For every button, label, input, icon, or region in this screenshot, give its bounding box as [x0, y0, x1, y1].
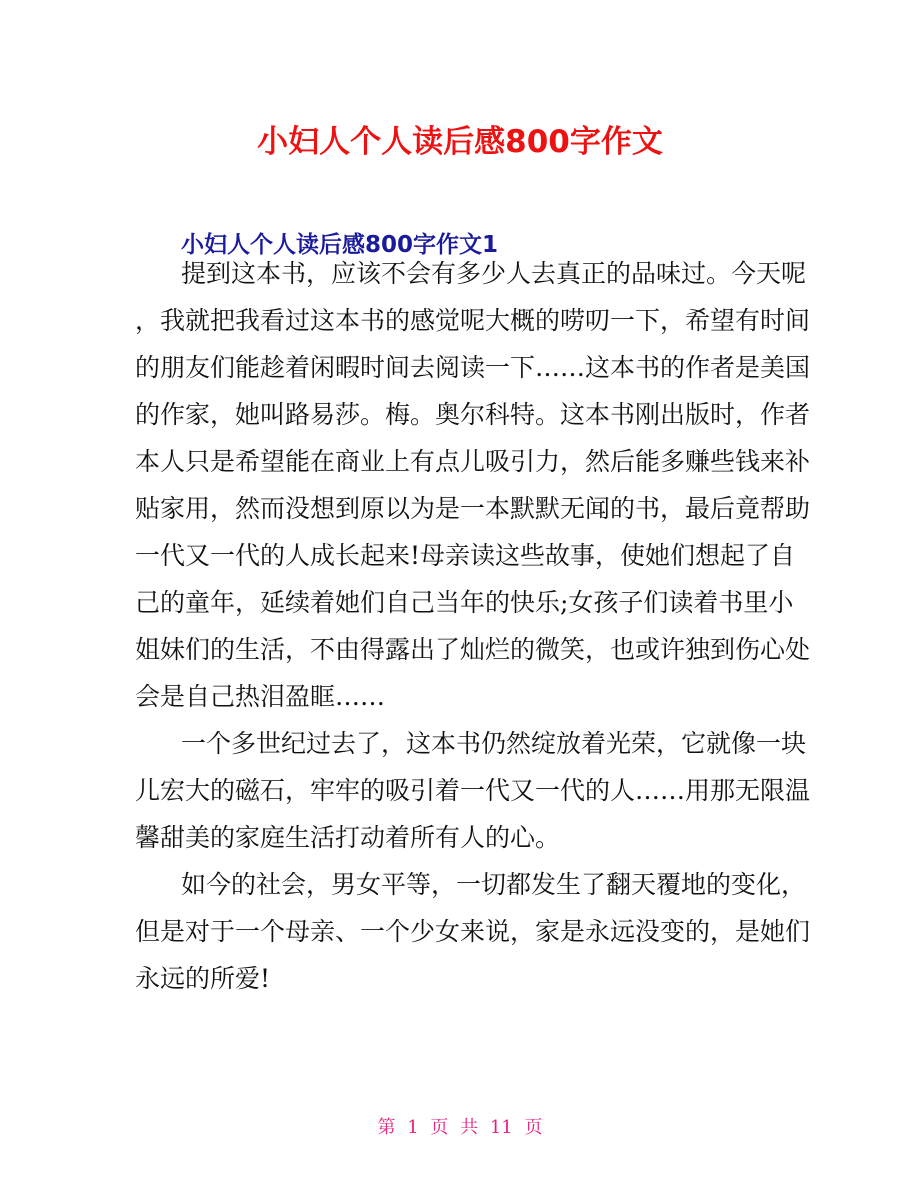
text-line: 如今的社会，男女平等，一切都发生了翻天覆地的变化， [181, 870, 807, 899]
text-line: 馨甜美的家庭生活打动着所有人的心。 [135, 823, 561, 852]
text-line: 贴家用，然而没想到原以为是一本默默无闻的书，最后竟帮助 [135, 494, 811, 523]
text-line: 儿宏大的磁石，牢牢的吸引着一代又一代的人……用那无限温 [135, 776, 811, 805]
section-heading: 小妇人个人读后感800字作文1 [181, 232, 499, 258]
text-line: 会是自己热泪盈眶…… [135, 682, 386, 711]
text-line: 一代又一代的人成长起来!母亲读这些故事，使她们想起了自 [135, 541, 796, 570]
text-line: 己的童年，延续着她们自己当年的快乐;女孩子们读着书里小 [135, 588, 794, 617]
page-footer: 第 1 页 共 11 页 [377, 1117, 543, 1138]
text-line: 一个多世纪过去了，这本书仍然绽放着光荣，它就像一块 [181, 729, 807, 758]
text-line: 提到这本书，应该不会有多少人去真正的品味过。今天呢 [181, 259, 807, 288]
document-body [135, 250, 811, 1002]
text-line: 但是对于一个母亲、一个少女来说，家是永远没变的，是她们 [135, 917, 811, 946]
text-line: 本人只是希望能在商业上有点儿吸引力，然后能多赚些钱来补 [135, 447, 811, 476]
text-line: 的作家，她叫路易莎。梅。奥尔科特。这本书刚出版时，作者 [135, 400, 811, 429]
text-line: 姐妹们的生活，不由得露出了灿烂的微笑，也或许独到伤心处 [135, 635, 811, 664]
text-line: ，我就把我看过这本书的感觉呢大概的唠叨一下，希望有时间 [135, 306, 811, 335]
text-line: 永远的所爱! [135, 964, 271, 993]
document-title: 小妇人个人读后感800字作文 [257, 124, 663, 160]
text-line: 的朋友们能趁着闲暇时间去阅读一下……这本书的作者是美国 [135, 353, 811, 382]
